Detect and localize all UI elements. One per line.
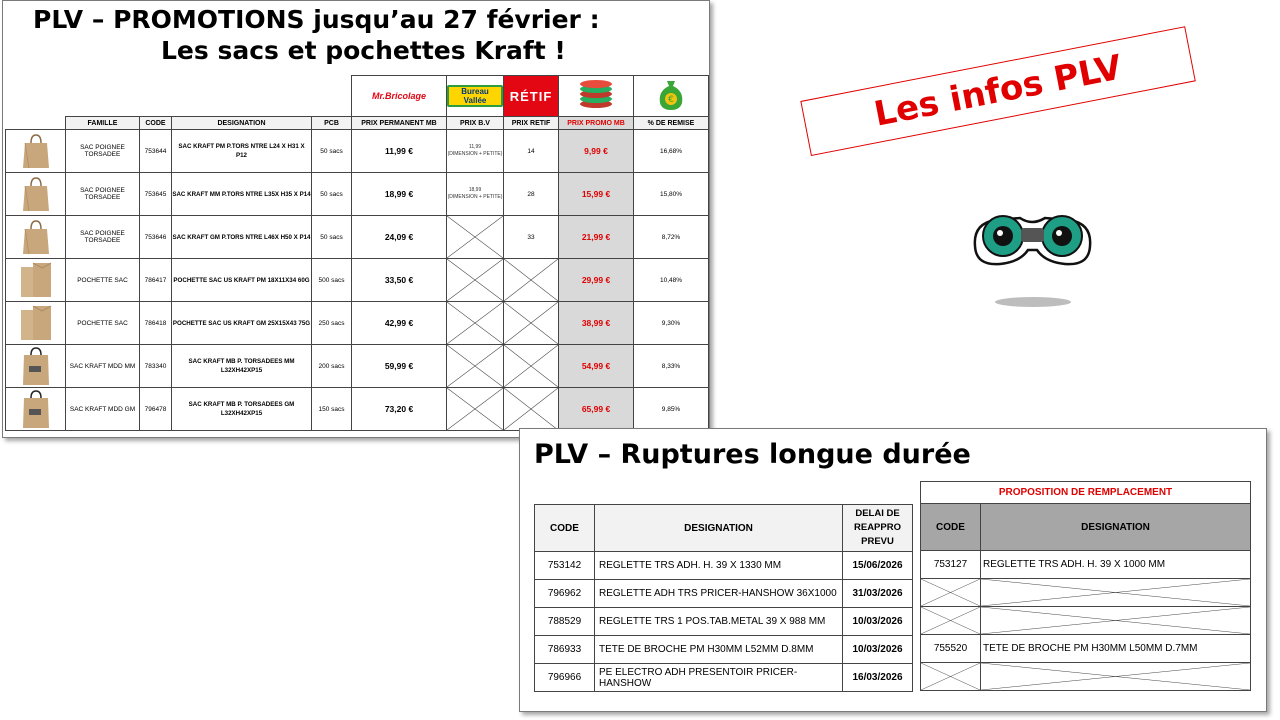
prix-retif-empty-cell — [504, 302, 559, 345]
replacement-header-designation: DESIGNATION — [981, 504, 1251, 551]
rupture-row — [535, 552, 913, 580]
famille-cell: POCHETTE SAC — [66, 259, 140, 302]
prix-retif-empty-cell — [504, 259, 559, 302]
promo-row — [6, 345, 709, 388]
code-cell: 753646 — [140, 216, 172, 259]
prix-permanent-cell: 18,99 € — [352, 173, 447, 216]
promo-row — [6, 302, 709, 345]
code-cell: 753645 — [140, 173, 172, 216]
promotions-slide — [2, 0, 710, 438]
replacement-code-cell: 755520 — [921, 635, 981, 663]
prix-permanent-cell: 59,99 € — [352, 345, 447, 388]
replacement-row — [921, 635, 1251, 663]
prix-bv-empty-cell — [447, 302, 504, 345]
product-image — [6, 388, 66, 431]
mr-bricolage-logo: Mr.Bricolage — [352, 76, 447, 117]
promo-row — [6, 130, 709, 173]
famille-cell: SAC POIGNEE TORSADEE — [66, 173, 140, 216]
replacement-empty-code — [921, 579, 981, 607]
prix-permanent-cell: 42,99 € — [352, 302, 447, 345]
header-prix-retif: PRIX RETIF — [504, 117, 559, 130]
remise-cell: 15,80% — [634, 173, 709, 216]
rupture-date-cell: 10/03/2026 — [843, 608, 913, 636]
replacement-designation-cell: REGLETTE TRS ADH. H. 39 X 1000 MM — [981, 551, 1251, 579]
rupture-row — [535, 608, 913, 636]
promo-row — [6, 173, 709, 216]
infos-plv-banner — [800, 26, 1195, 156]
prix-permanent-cell: 33,50 € — [352, 259, 447, 302]
svg-text:€: € — [668, 94, 674, 105]
code-cell: 786418 — [140, 302, 172, 345]
pcb-cell: 50 sacs — [312, 216, 352, 259]
infos-plv-label: Les infos PLV — [870, 47, 1126, 135]
promo-row — [6, 388, 709, 431]
rupture-code-cell: 796962 — [535, 580, 595, 608]
product-image — [6, 302, 66, 345]
promotions-title-line1: PLV – PROMOTIONS jusqu’au 27 février : — [33, 5, 600, 34]
remise-cell: 8,72% — [634, 216, 709, 259]
prix-retif-cell: 33 — [504, 216, 559, 259]
prix-promo-cell: 29,99 € — [559, 259, 634, 302]
prix-permanent-cell: 73,20 € — [352, 388, 447, 431]
rupture-designation-cell: TETE DE BROCHE PM H30MM L52MM D.8MM — [595, 636, 843, 664]
ruptures-title: PLV – Ruptures longue durée — [534, 439, 971, 470]
designation-cell: SAC KRAFT MB P. TORSADEES GM L32XH42XP15 — [172, 388, 312, 431]
product-image — [6, 216, 66, 259]
prix-permanent-cell: 24,09 € — [352, 216, 447, 259]
remise-cell: 9,30% — [634, 302, 709, 345]
ruptures-header-delai: DELAI DE REAPPRO PREVU — [843, 505, 913, 552]
replacement-empty-designation — [981, 607, 1251, 635]
replacement-row — [921, 663, 1251, 691]
product-image — [6, 173, 66, 216]
replacement-code-cell: 753127 — [921, 551, 981, 579]
rupture-date-cell: 15/06/2026 — [843, 552, 913, 580]
header-pcb: PCB — [312, 117, 352, 130]
prix-promo-cell: 65,99 € — [559, 388, 634, 431]
replacement-empty-code — [921, 607, 981, 635]
prix-retif-empty-cell — [504, 388, 559, 431]
remise-cell: 9,85% — [634, 388, 709, 431]
prix-bv-value: 11,99 — [468, 144, 482, 150]
prix-bv-empty-cell — [447, 259, 504, 302]
code-cell: 796478 — [140, 388, 172, 431]
rupture-code-cell: 788529 — [535, 608, 595, 636]
replacement-designation-cell: TETE DE BROCHE PM H30MM L50MM D.7MM — [981, 635, 1251, 663]
replacement-row — [921, 551, 1251, 579]
prix-bv-value: 18,99 — [468, 187, 482, 193]
rupture-designation-cell: REGLETTE TRS 1 POS.TAB.METAL 39 X 988 MM — [595, 608, 843, 636]
replacement-empty-designation — [981, 579, 1251, 607]
designation-cell: SAC KRAFT MB P. TORSADEES MM L32XH42XP15 — [172, 345, 312, 388]
code-cell: 753644 — [140, 130, 172, 173]
rupture-date-cell: 16/03/2026 — [843, 664, 913, 692]
famille-cell: SAC POIGNEE TORSADEE — [66, 216, 140, 259]
replacement-table — [920, 481, 1251, 691]
prix-permanent-cell: 11,99 € — [352, 130, 447, 173]
rupture-date-cell: 10/03/2026 — [843, 636, 913, 664]
prix-bv-cell — [447, 130, 504, 173]
promo-row — [6, 259, 709, 302]
replacement-empty-code — [921, 663, 981, 691]
prix-promo-cell: 21,99 € — [559, 216, 634, 259]
designation-cell: SAC KRAFT MM P.TORS NTRE L35X H35 X P14 — [172, 173, 312, 216]
rupture-designation-cell: REGLETTE ADH TRS PRICER-HANSHOW 36X1000 — [595, 580, 843, 608]
pcb-cell: 200 sacs — [312, 345, 352, 388]
famille-cell: SAC POIGNEE TORSADEE — [66, 130, 140, 173]
replacement-row — [921, 579, 1251, 607]
famille-cell: SAC KRAFT MDD GM — [66, 388, 140, 431]
pcb-cell: 50 sacs — [312, 173, 352, 216]
designation-cell: SAC KRAFT PM P.TORS NTRE L24 X H31 X P12 — [172, 130, 312, 173]
promo-row — [6, 216, 709, 259]
designation-cell: POCHETTE SAC US KRAFT GM 25X15X43 75G — [172, 302, 312, 345]
rupture-code-cell: 753142 — [535, 552, 595, 580]
rupture-designation-cell: REGLETTE TRS ADH. H. 39 X 1330 MM — [595, 552, 843, 580]
replacement-title: PROPOSITION DE REMPLACEMENT — [921, 482, 1251, 504]
ruptures-slide — [519, 428, 1267, 712]
prix-promo-cell: 38,99 € — [559, 302, 634, 345]
remise-cell: 10,48% — [634, 259, 709, 302]
rupture-date-cell: 31/03/2026 — [843, 580, 913, 608]
pcb-cell: 500 sacs — [312, 259, 352, 302]
code-cell: 783340 — [140, 345, 172, 388]
prix-retif-cell: 28 — [504, 173, 559, 216]
header-code: CODE — [140, 117, 172, 130]
prix-bv-note: (DIMENSION + PETITE) — [447, 151, 503, 157]
designation-cell: SAC KRAFT GM P.TORS NTRE L46X H50 X P14 — [172, 216, 312, 259]
remise-cell: 16,68% — [634, 130, 709, 173]
pcb-cell: 50 sacs — [312, 130, 352, 173]
product-image — [6, 345, 66, 388]
prix-promo-cell: 15,99 € — [559, 173, 634, 216]
promotions-table — [5, 75, 709, 431]
remise-cell: 8,33% — [634, 345, 709, 388]
prix-retif-cell: 14 — [504, 130, 559, 173]
replacement-empty-designation — [981, 663, 1251, 691]
rupture-code-cell: 796966 — [535, 664, 595, 692]
header-prix-permanent: PRIX PERMANENT MB — [352, 117, 447, 130]
money-bag-icon — [634, 76, 709, 117]
prix-bv-cell — [447, 173, 504, 216]
ruptures-header-designation: DESIGNATION — [595, 505, 843, 552]
header-famille: FAMILLE — [66, 117, 140, 130]
header-remise: % DE REMISE — [634, 117, 709, 130]
binoculars-icon — [965, 206, 1100, 311]
retif-logo: RÉTIF — [504, 76, 559, 117]
famille-cell: POCHETTE SAC — [66, 302, 140, 345]
rupture-designation-cell: PE ELECTRO ADH PRESENTOIR PRICER-HANSHOW — [595, 664, 843, 692]
prix-bv-empty-cell — [447, 345, 504, 388]
ruptures-table — [534, 504, 913, 692]
promotions-title-line2: Les sacs et pochettes Kraft ! — [161, 36, 566, 65]
prix-promo-cell: 9,99 € — [559, 130, 634, 173]
pcb-cell: 150 sacs — [312, 388, 352, 431]
product-image — [6, 130, 66, 173]
prix-retif-empty-cell — [504, 345, 559, 388]
prix-promo-cell: 54,99 € — [559, 345, 634, 388]
bureau-vallee-logo: Bureau Vallée — [447, 76, 504, 117]
designation-cell: POCHETTE SAC US KRAFT PM 18X11X34 60G — [172, 259, 312, 302]
header-designation: DESIGNATION — [172, 117, 312, 130]
pcb-cell: 250 sacs — [312, 302, 352, 345]
famille-cell: SAC KRAFT MDD MM — [66, 345, 140, 388]
product-image — [6, 259, 66, 302]
rupture-code-cell: 786933 — [535, 636, 595, 664]
replacement-row — [921, 607, 1251, 635]
rupture-row — [535, 664, 913, 692]
prix-bv-empty-cell — [447, 388, 504, 431]
ruptures-header-code: CODE — [535, 505, 595, 552]
code-cell: 786417 — [140, 259, 172, 302]
prix-bv-note: (DIMENSION + PETITE) — [447, 194, 503, 200]
header-prix-bv: PRIX B.V — [447, 117, 504, 130]
coins-icon — [559, 76, 634, 117]
prix-bv-empty-cell — [447, 216, 504, 259]
rupture-row — [535, 580, 913, 608]
header-prix-promo: PRIX PROMO MB — [559, 117, 634, 130]
rupture-row — [535, 636, 913, 664]
replacement-header-code: CODE — [921, 504, 981, 551]
